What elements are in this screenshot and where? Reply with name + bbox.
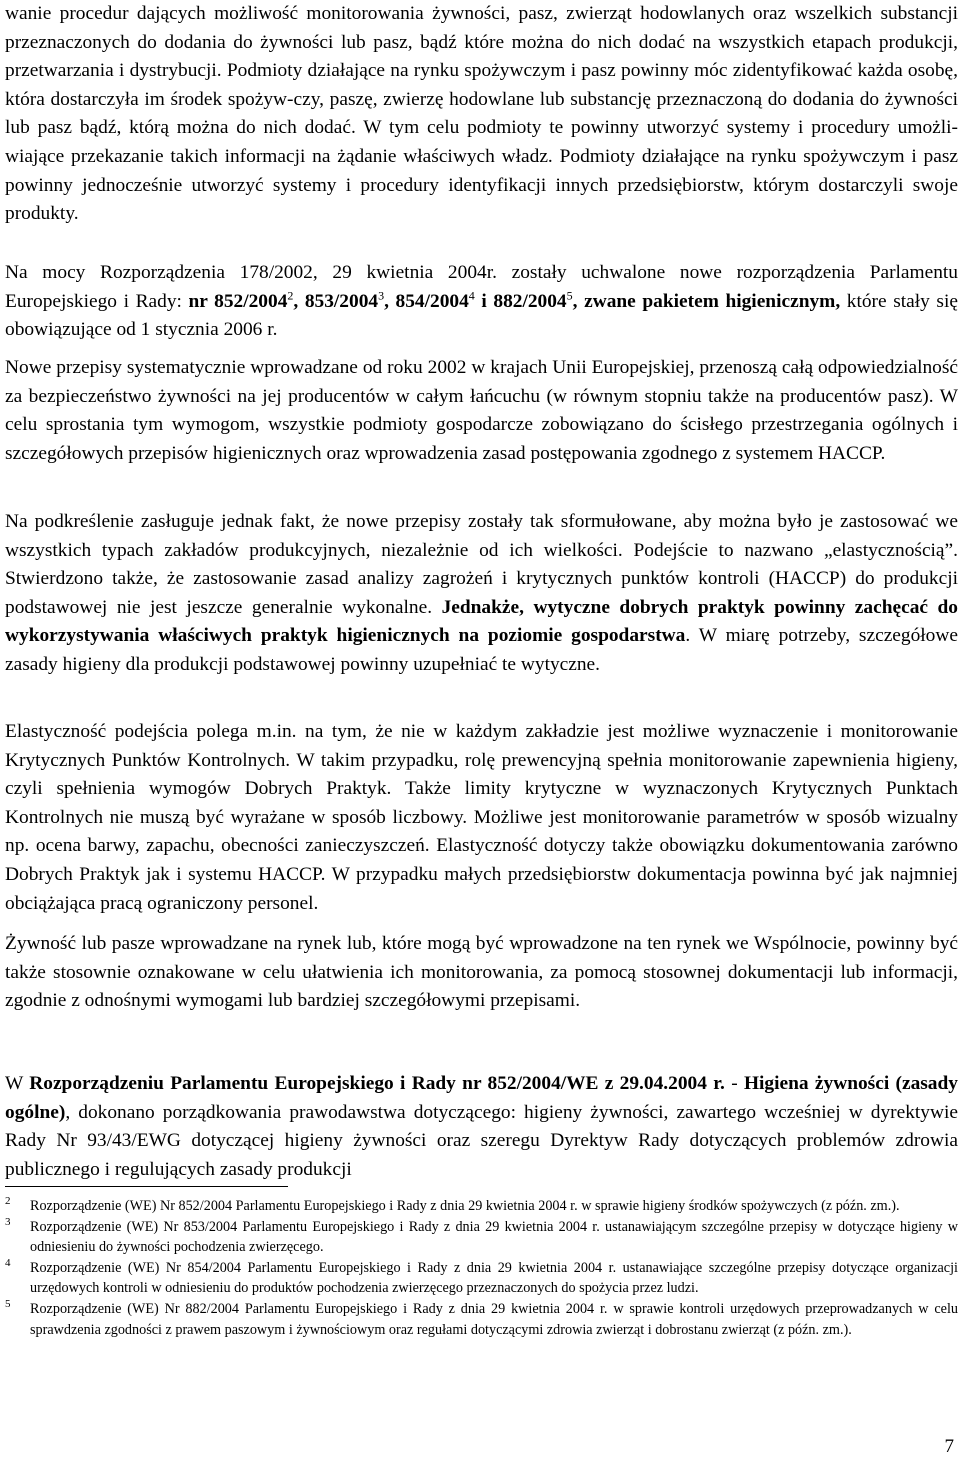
paragraph-new-regulations: Nowe przepisy systematycznie wprowadzane od roku 2002 w krajach Unii Europejskiej, przenoszą całą odpowiedzialność za bezpieczeństwo żywności na jej producentów w całym łańcuchu (w równym stopniu także na producentów pasz). W celu sprostania tym wymogom, wszystkie podmioty gospodarcze zobowiązano do ścisłego przestrzegania ogólnych i szczegółowych przepisów higienicznych oraz wprowadzenia zasad postępowania zgodnego z systemem HACCP. xyxy=(5,357,958,464)
footnotes xyxy=(5,1196,958,1340)
page-number: 7 xyxy=(944,1436,954,1457)
p2-regulation-854: , 854/2004 xyxy=(384,290,469,312)
paragraph-flexibility xyxy=(5,508,958,680)
p7-w: W xyxy=(5,1073,30,1094)
p2-end: które stały się obowiązujące od 1 stycznia 2006 r. xyxy=(5,290,958,341)
paragraph-regulation-852 xyxy=(5,1070,958,1184)
paragraph-labelling: Żywność lub pasze wprowadzane na rynek lub, które mogą być wprowadzone na ten rynek we Wspólnocie, powinny być także stosownie oznakowane w celu ułatwienia ich monitorowania, za pomocą stosownej dokumentacji lub informacji, zgodnie z odnośnymi wymogami lub bardziej szczegółowymi przepisami. xyxy=(5,933,958,1012)
p2-regulation-882: i 882/2004 xyxy=(474,290,567,312)
p7-dash: - xyxy=(724,1073,744,1094)
footnote-4 xyxy=(5,1258,958,1299)
footnote-ref-2: 2 xyxy=(287,288,294,303)
p2-regulation-852: nr 852/2004 xyxy=(188,290,288,312)
p7-regulation-title: Rozporządzeniu Parlamentu Europejskiego i Rady nr 852/2004/WE z 29.04.2004 r. xyxy=(29,1073,725,1094)
p4-bold-guidelines: Jednakże, wytyczne dobrych praktyk powinny zachęcać do wykorzystywania właściwych praktyk higienicznych na poziomie gospodarstwa xyxy=(5,596,958,647)
footnote-ref-3: 3 xyxy=(378,288,385,303)
paragraph-hygiene-package xyxy=(5,259,958,345)
paragraph-traceability: wanie procedur dających możliwość monitorowania żywności, pasz, zwierząt hodowlanych oraz wszelkich substancji przeznaczonych do dodania do żywności lub pasz, bądź które można do nich dodać na wszystkich etapach produkcji, przetwarzania i dystrybucji. Podmioty działające na rynku spożywczym i pasz powinny móc zidentyfikować każda osobę, która dostarczyła im środek spożyw-czy, paszę, zwierzę hodowlane lub substancję przeznaczoną do dodania do żywności lub pasz bądź, którą można do nich dodać. W tym celu podmioty te powinny utworzyć systemy i procedury umożli-wiające przekazanie takich informacji na żądanie właściwych władz. Podmioty działające na rynku spożywczym i pasz powinny jednocześnie utworzyć systemy i procedury identyfikacji innych przedsiębiorstw, którym dostarczyli swoje produkty. xyxy=(5,3,958,225)
footnote-text: Rozporządzenie (WE) Nr 854/2004 Parlamentu Europejskiego i Rady z dnia 29 kwietnia 2004 r. ustanawiające szczególne przepisy dotyczące organizacji urzędowych kontroli w odniesieniu do produktów pochodzenia zwierzęcego przeznaczonych do spożycia przez ludzi. xyxy=(30,1259,958,1297)
footnote-number: 5 xyxy=(5,1297,11,1310)
footnote-text: Rozporządzenie (WE) Nr 852/2004 Parlamentu Europejskiego i Rady z dnia 29 kwietnia 2004 r. w sprawie higieny środków spożywczych (z późn. zm.). xyxy=(30,1198,900,1214)
p4-end: . W miarę potrzeby, szczegółowe zasady higieny dla produkcji podstawowej powinny uzupełniać te wytyczne. xyxy=(5,625,958,675)
p7-hygiene-title: Higiena żywności (zasady ogólne) xyxy=(5,1073,958,1123)
footnote-ref-4: 4 xyxy=(468,288,475,303)
footnote-number: 4 xyxy=(5,1256,11,1269)
footnote-number: 3 xyxy=(5,1215,11,1228)
footnote-text: Rozporządzenie (WE) Nr 853/2004 Parlamentu Europejskiego i Rady z dnia 29 kwietnia 2004 r. ustanawiającym szczególne przepisy w dotyczące higieny w odniesieniu do żywności pochodzenia zwierzęcego. xyxy=(30,1218,958,1256)
p2-regulation-853: , 853/2004 xyxy=(293,290,379,312)
footnote-separator xyxy=(5,1186,288,1187)
footnote-5 xyxy=(5,1299,958,1340)
footnote-ref-5: 5 xyxy=(566,288,573,303)
footnote-2 xyxy=(5,1196,958,1217)
p2-intro: Na mocy Rozporządzenia 178/2002, 29 kwietnia 2004r. zostały uchwalone nowe rozporządzenia Parlamentu Europejskiego i Rady: xyxy=(5,262,958,312)
footnote-3 xyxy=(5,1217,958,1258)
paragraph-flexibility-details: Elastyczność podejścia polega m.in. na tym, że nie w każdym zakładzie jest możliwe wyznaczenie i monitorowanie Krytycznych Punktów Kontrolnych. W takim przypadku, rolę prewencyjną spełnia monitorowanie zapewnienia higieny, czyli spełnienia wymogów Dobrych Praktyk. Także limity krytyczne w wyznaczonych Krytycznych Punktach Kontrolnych nie muszą być wyrażane w sposób liczbowy. Możliwe jest monitorowanie parametrów w sposób wizualny np. ocena barwy, zapachu, obecności zanieczyszczeń. Elastyczność dotyczy także obowiązku dokumentowania zarówno Dobrych Praktyk jak i systemu HACCP. W przypadku małych przedsiębiorstw dokumentacja powinna być jak najmniej obciążająca pracą ograniczony personel. xyxy=(5,721,958,914)
p4-start: Na podkreślenie zasługuje jednak fakt, że nowe przepisy zostały tak sformułowane, aby można było je zastosować we wszystkich typach zakładów produkcyjnych, niezależnie od ich wielkości. Podejście to nazwano „elastycznością”. Stwierdzono także, że zastosowanie zasad analizy zagrożeń i krytycznych punktów kontroli (HACCP) do produkcji podstawowej nie jest jeszcze generalnie wykonalne. xyxy=(5,511,958,618)
footnote-text: Rozporządzenie (WE) Nr 882/2004 Parlamentu Europejskiego i Rady z dnia 29 kwietnia 2004 r. w sprawie kontroli urzędowych przeprowadzanych w celu sprawdzenia zgodności z prawem paszowym i żywnościowym oraz regułami dotyczącymi zdrowia zwierząt i dobrostanu zwierząt (z późn. zm.). xyxy=(30,1300,958,1338)
footnote-number: 2 xyxy=(5,1195,11,1207)
p2-hygiene-package-label: , zwane pakietem higienicznym, xyxy=(572,290,841,312)
p7-end: , dokonano porządkowania prawodawstwa dotyczącego: higieny żywności, zawartego wcześniej w dyrektywie Rady Nr 93/43/EWG dotyczącej higieny żywności oraz szeregu Dyrektyw Rady dotyczących problemów zdrowia publicznego i regulujących zasady produkcji xyxy=(5,1101,958,1180)
